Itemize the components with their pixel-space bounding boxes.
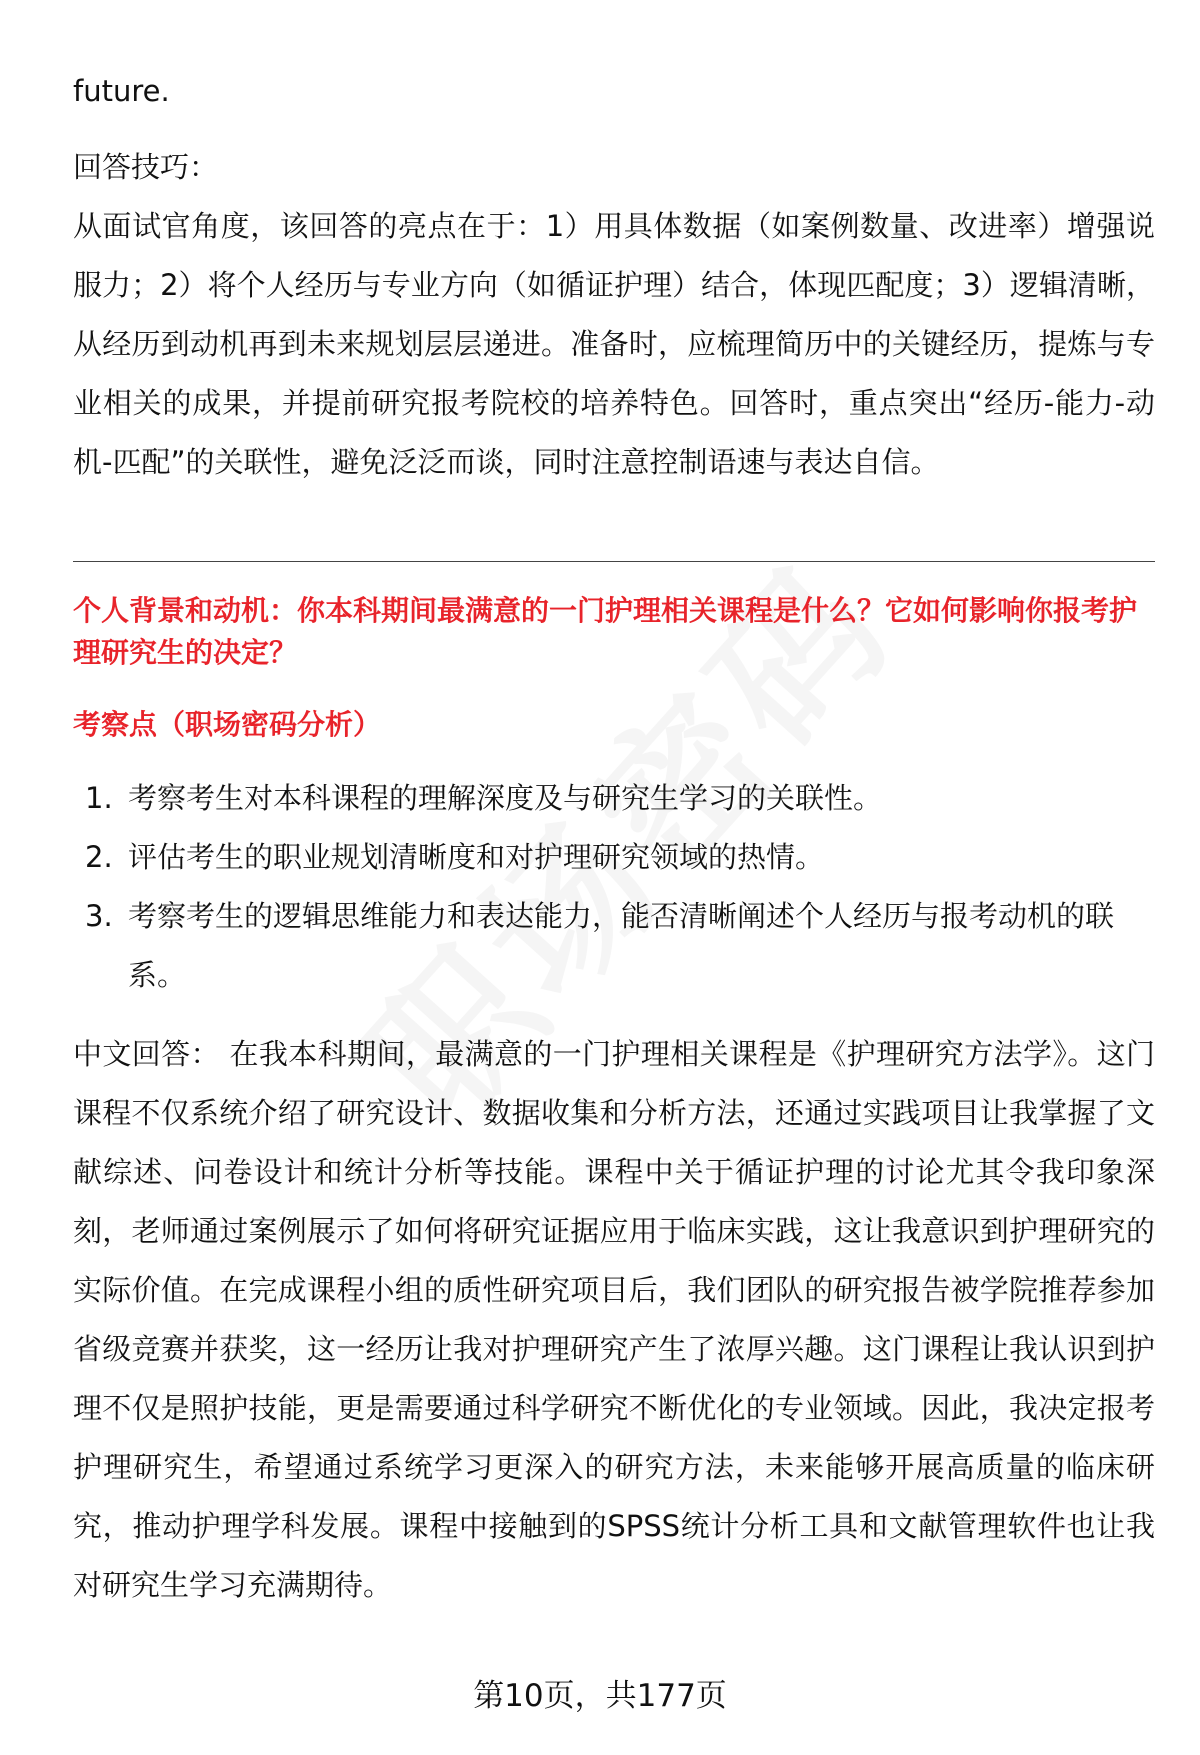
- intro-tail-text: future.: [73, 74, 170, 108]
- list-item-number: 1.: [85, 781, 113, 815]
- divider: [73, 561, 1155, 562]
- tips-heading: 回答技巧：: [73, 150, 219, 184]
- question-title: 个人背景和动机：你本科期间最满意的一门护理相关课程是什么？它如何影响你报考护理研究生的决定？: [73, 594, 1138, 669]
- list-item-number: 3.: [85, 899, 113, 933]
- list-item-text: 考察考生的逻辑思维能力和表达能力，能否清晰阐述个人经历与报考动机的联系。: [128, 899, 1115, 992]
- answer-text: 中文回答： 在我本科期间，最满意的一门护理相关课程是《护理研究方法学》。这门课程不仅系统介绍了研究设计、数据收集和分析方法，还通过实践项目让我掌握了文献综述、问卷设计和统计分析等技能。课程中关于循证护理的讨论尤其令我印象深刻，老师通过案例展示了如何将研究证据应用于临床实践，这让我意识到护理研究的实际价值。在完成课程小组的质性研究项目后，我们团队的研究报告被学院推荐参加省级竞赛并获奖，这一经历让我对护理研究产生了浓厚兴趣。这门课程让我认识到护理不仅是照护技能，更是需要通过科学研究不断优化的专业领域。因此，我决定报考护理研究生，希望通过系统学习更深入的研究方法，未来能够开展高质量的临床研究，推动护理学科发展。课程中接触到的SPSS统计分析工具和文献管理软件也让我对研究生学习充满期待。: [73, 1037, 1155, 1602]
- list-item: [73, 769, 1155, 828]
- tips-body: 从面试官角度，该回答的亮点在于：1）用具体数据（如案例数量、改进率）增强说服力；2）将个人经历与专业方向（如循证护理）结合，体现匹配度；3）逻辑清晰，从经历到动机再到未来规划层层递进。准备时，应梳理简历中的关键经历，提炼与专业相关的成果，并提前研究报考院校的培养特色。回答时，重点突出“经历-能力-动机-匹配”的关联性，避免泛泛而谈，同时注意控制语速与表达自信。: [73, 209, 1155, 479]
- list-item: [73, 828, 1155, 887]
- list-item-number: 2.: [85, 840, 113, 874]
- points-heading: 考察点（职场密码分析）: [73, 708, 382, 741]
- page-number: 第10页，共177页: [473, 1678, 727, 1714]
- points-list: [73, 769, 1155, 1005]
- intro-tail: [73, 62, 1155, 121]
- tips-section: [73, 138, 1155, 492]
- question-section: [73, 590, 1155, 1615]
- list-item: [73, 887, 1155, 1005]
- list-item-text: 评估考生的职业规划清晰度和对护理研究领域的热情。: [128, 840, 825, 874]
- list-item-text: 考察考生对本科课程的理解深度及与研究生学习的关联性。: [128, 781, 883, 815]
